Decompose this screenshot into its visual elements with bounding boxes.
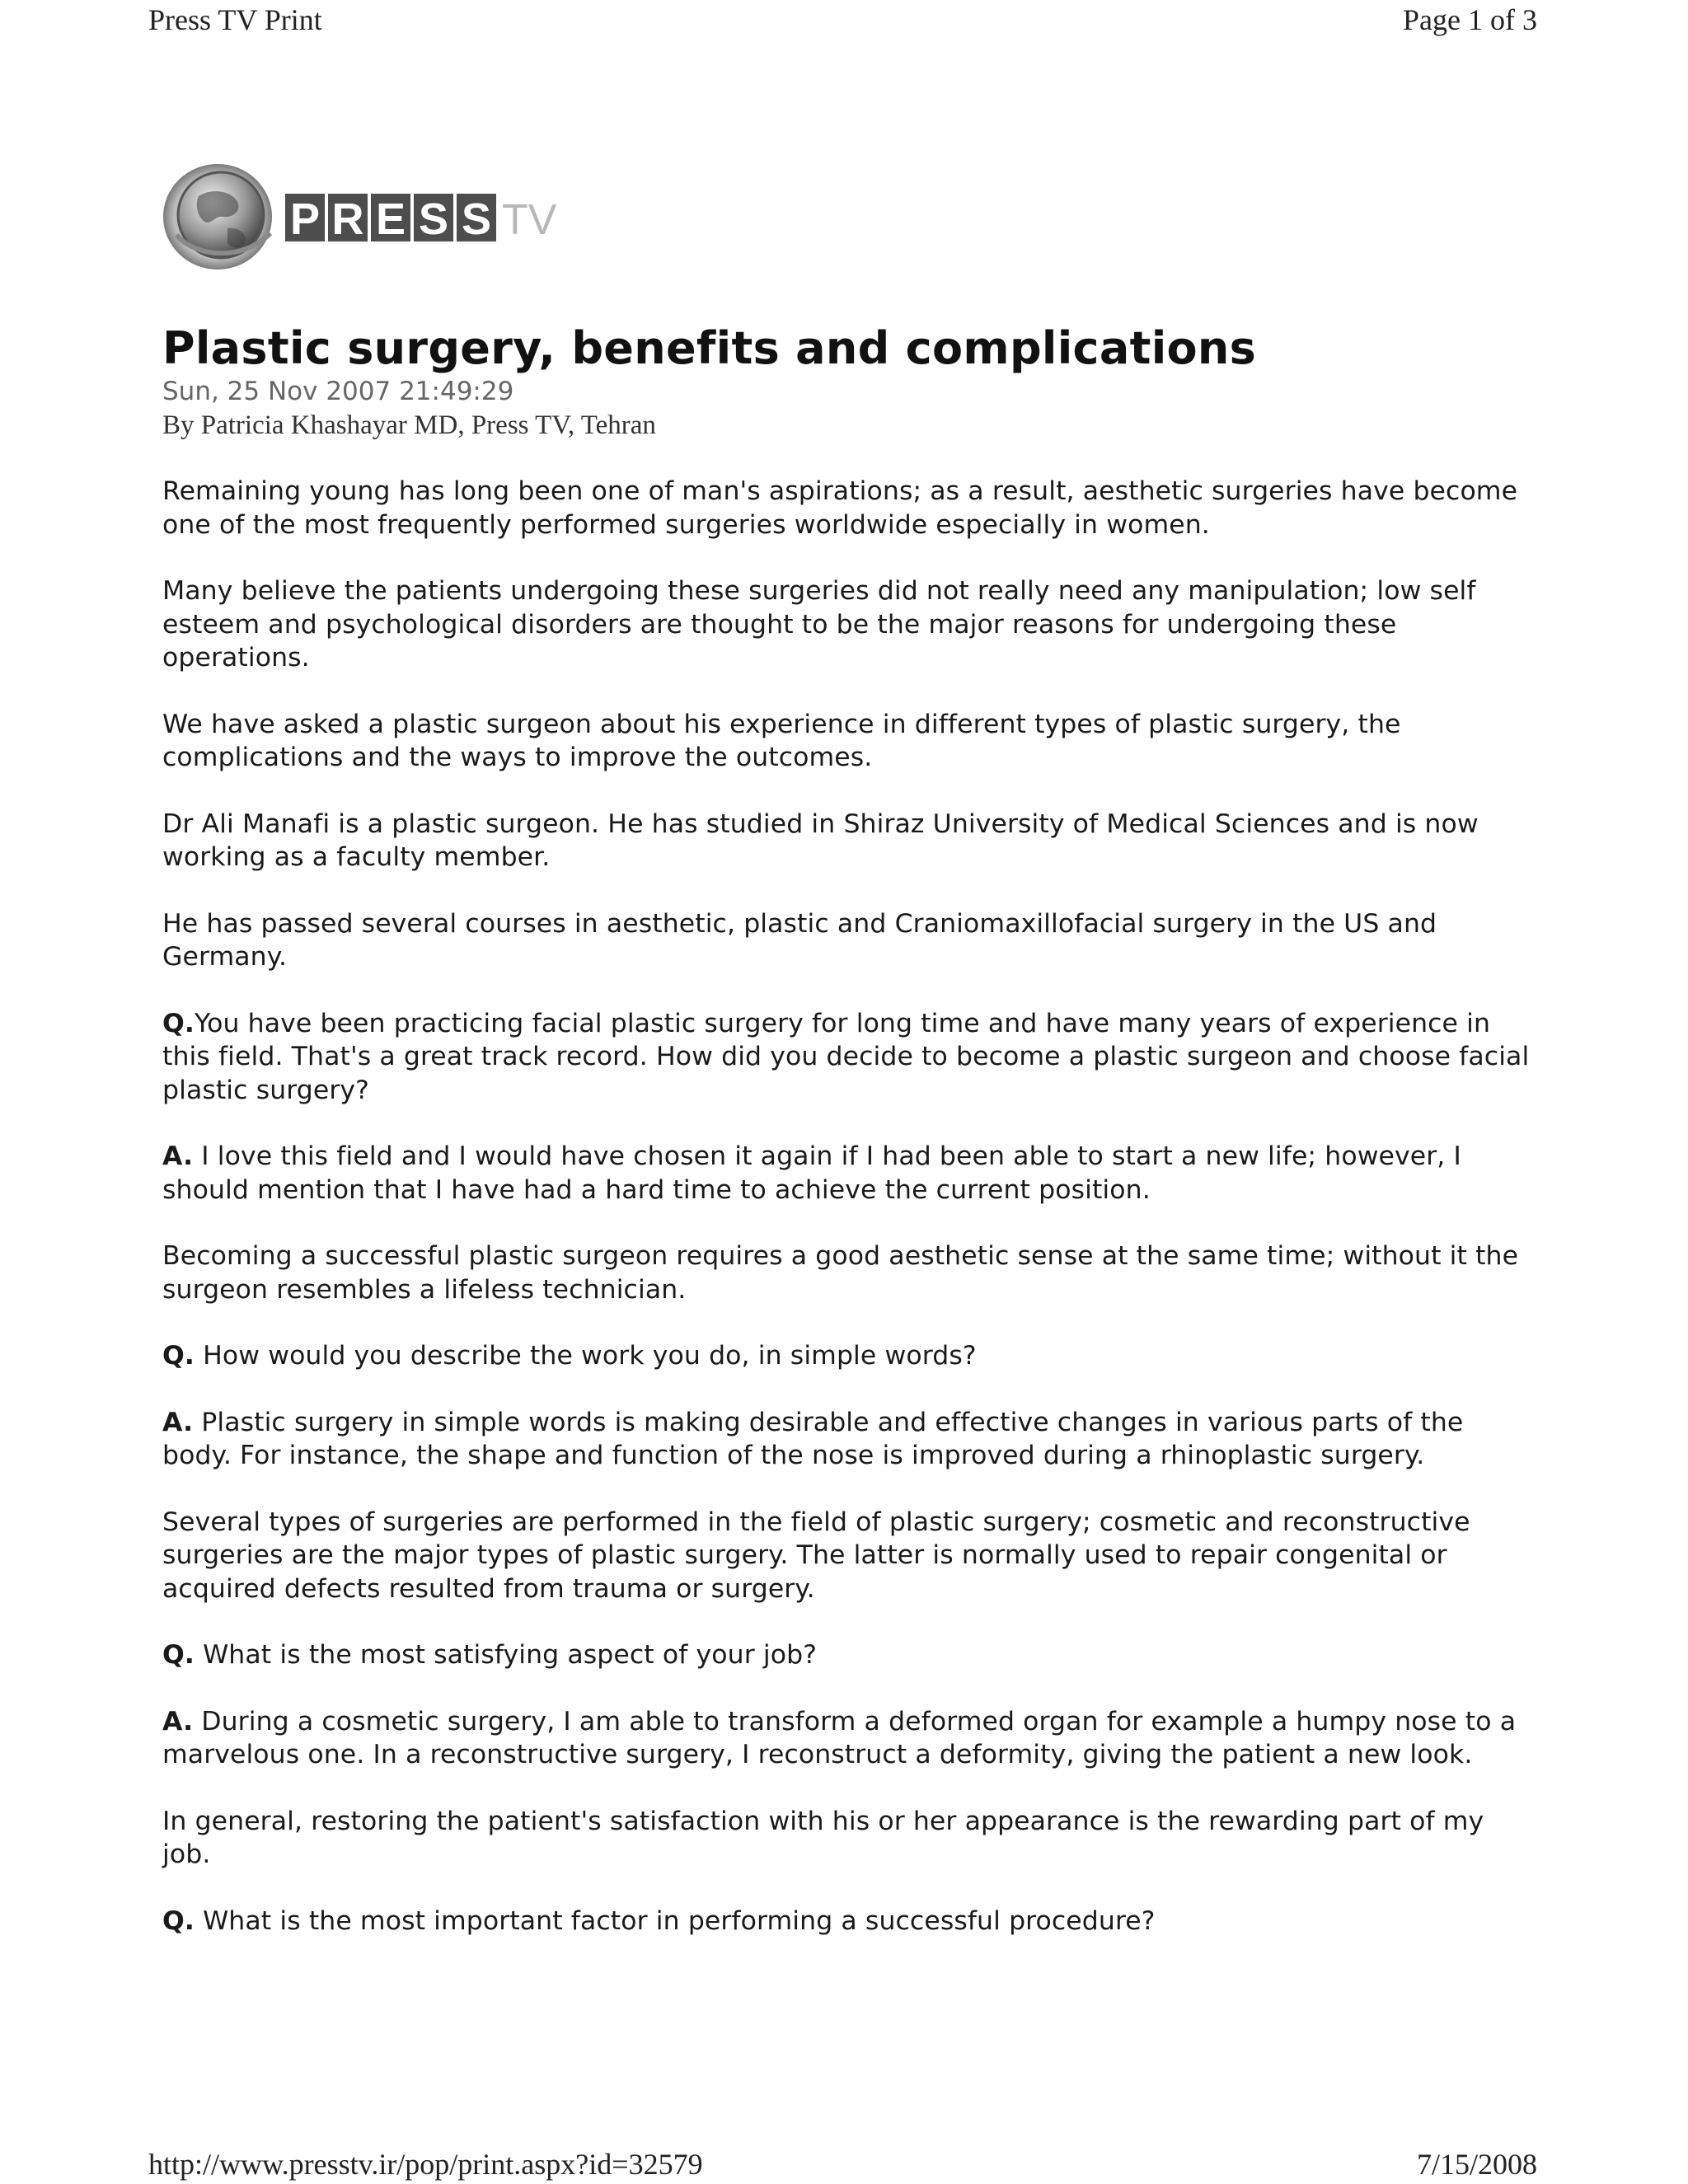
footer-date: 7/15/2008 (1416, 2148, 1537, 2181)
logo-text-boxes (285, 194, 557, 244)
answer-paragraph: A. Plastic surgery in simple words is making desirable and effective changes in various parts of the body. For instance, the shape and function of the nose is improved during a rhinoplastic surgery. (162, 1407, 1464, 1470)
paragraph: In general, restoring the patient's satisfaction with his or her appearance is the rewarding part of my job. (162, 1806, 1484, 1869)
article-body (162, 475, 1531, 1938)
press-tv-logo (162, 159, 656, 279)
question-paragraph: Q. How would you describe the work you do, in simple words? (162, 1341, 977, 1371)
question-marker: Q. (162, 1905, 195, 1936)
answer-marker: A. (162, 1407, 194, 1437)
article-date: Sun, 25 Nov 2007 21:49:29 (162, 377, 514, 406)
paragraph: Dr Ali Manafi is a plastic surgeon. He has studied in Shiraz University of Medical Sciences and is now working as a faculty member. (162, 808, 1479, 872)
globe-icon (163, 164, 272, 269)
question-paragraph: Q. What is the most satisfying aspect of your job? (162, 1640, 818, 1670)
answer-paragraph: A. During a cosmetic surgery, I am able to transform a deformed organ for example a humpy nose to a marvelous one. In a reconstructive surgery, I reconstruct a deformity, giving the patient a new look. (162, 1706, 1517, 1769)
question-paragraph: Q.You have been practicing facial plastic surgery for long time and have many years of experience in this field. That's a great track record. How did you decide to become a plastic surgeon and choose facial plastic surgery? (162, 1008, 1530, 1105)
article-title: Plastic surgery, benefits and complications (162, 322, 1257, 374)
svg-text:S: S (418, 194, 449, 244)
header-source: Press TV Print (148, 3, 322, 36)
paragraph: Several types of surgeries are performed in the field of plastic surgery; cosmetic and reconstructive surgeries are the major types of plastic surgery. The latter is normally used to repair congenital or acquired defects resulted from trauma or surgery. (162, 1507, 1470, 1604)
answer-marker: A. (162, 1141, 194, 1171)
question-marker: Q. (162, 1640, 195, 1670)
question-marker: Q. (162, 1008, 195, 1038)
question-paragraph: Q. What is the most important factor in performing a successful procedure? (162, 1905, 1156, 1936)
question-marker: Q. (162, 1341, 195, 1371)
svg-text:P: P (289, 194, 321, 244)
svg-text:R: R (331, 194, 364, 244)
article (162, 320, 1531, 1971)
paragraph: Remaining young has long been one of man's aspirations; as a result, aesthetic surgeries have become one of the most frequently performed surgeries worldwide especially in women. (162, 476, 1518, 540)
paragraph: We have asked a plastic surgeon about his experience in different types of plastic surgery, the complications and the ways to improve the outcomes. (162, 709, 1401, 772)
paragraph: He has passed several courses in aesthetic, plastic and Craniomaxillofacial surgery in the US and Germany. (162, 908, 1437, 972)
header-page-number: Page 1 of 3 (1403, 3, 1537, 36)
answer-paragraph: A. I love this field and I would have chosen it again if I had been able to start a new life; however, I should mention that I have had a hard time to achieve the current position. (162, 1141, 1461, 1205)
svg-text:TV: TV (502, 196, 557, 244)
footer-url: http://www.presstv.ir/pop/print.aspx?id=32579 (148, 2148, 703, 2181)
logo-graphic (162, 159, 656, 279)
svg-text:E: E (375, 194, 406, 244)
paragraph: Becoming a successful plastic surgeon requires a good aesthetic sense at the same time; without it the surgeon resembles a lifeless technician. (162, 1241, 1519, 1305)
article-byline: By Patricia Khashayar MD, Press TV, Tehran (162, 410, 656, 440)
answer-marker: A. (162, 1706, 194, 1736)
svg-text:S: S (461, 194, 492, 244)
paragraph: Many believe the patients undergoing these surgeries did not really need any manipulation; low self esteem and psychological disorders are thought to be the major reasons for undergoing these operations. (162, 576, 1476, 673)
